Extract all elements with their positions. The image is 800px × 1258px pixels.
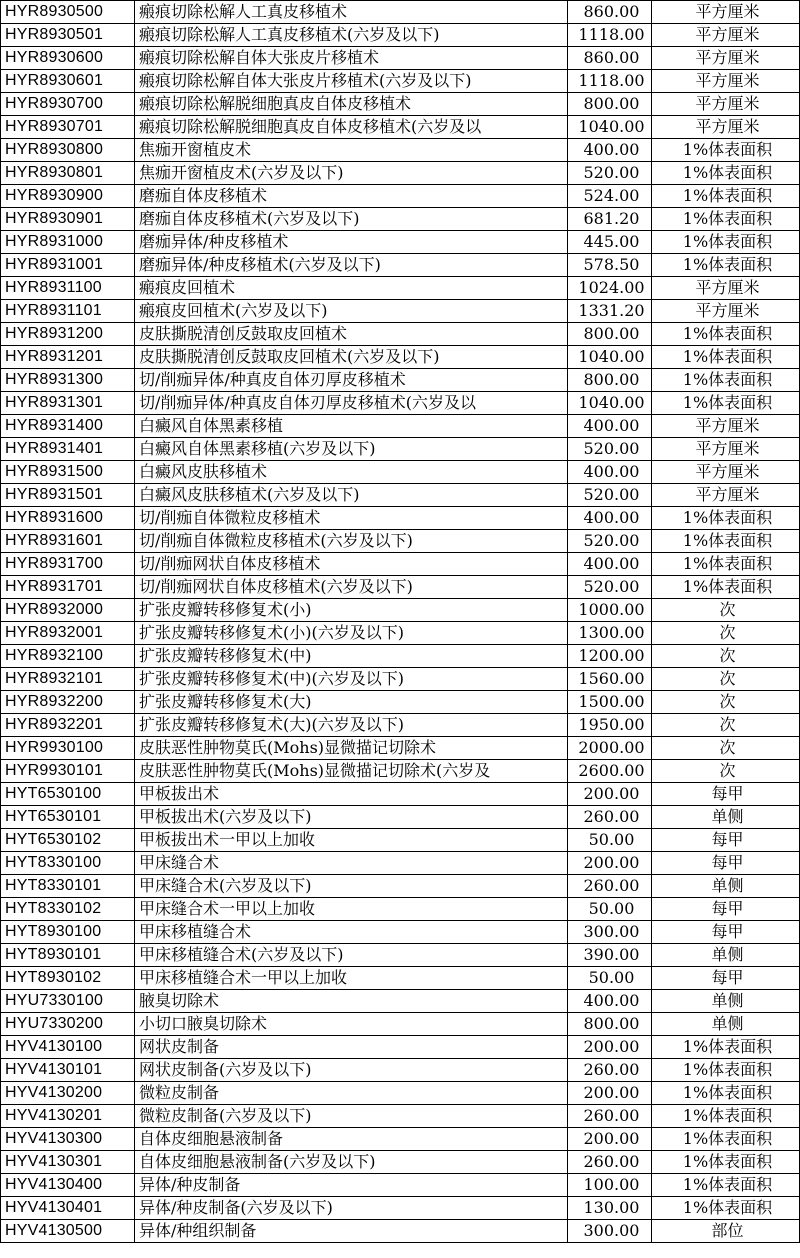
item-unit-cell: 1%体表面积 <box>652 346 800 369</box>
item-code-cell: HYR8931400 <box>1 415 135 438</box>
table-row <box>1 1036 800 1059</box>
item-code-cell: HYR8932100 <box>1 645 135 668</box>
item-unit-cell: 平方厘米 <box>652 47 800 70</box>
item-code-cell: HYR8930800 <box>1 139 135 162</box>
item-price-cell: 50.00 <box>568 967 652 990</box>
item-code-cell: HYR8931100 <box>1 277 135 300</box>
item-name-cell: 扩张皮瓣转移修复术(小)(六岁及以下) <box>135 622 568 645</box>
item-code-cell: HYT8930101 <box>1 944 135 967</box>
item-name-cell: 甲板拔出术 <box>135 783 568 806</box>
item-code-cell: HYR8930501 <box>1 24 135 47</box>
table-row <box>1 415 800 438</box>
table-row <box>1 1151 800 1174</box>
item-price-cell: 200.00 <box>568 1082 652 1105</box>
item-name-cell: 瘢痕皮回植术(六岁及以下) <box>135 300 568 323</box>
item-code-cell: HYR8930900 <box>1 185 135 208</box>
item-price-cell: 800.00 <box>568 369 652 392</box>
item-unit-cell: 1%体表面积 <box>652 576 800 599</box>
item-unit-cell: 平方厘米 <box>652 116 800 139</box>
item-name-cell: 切/削痂自体微粒皮移植术 <box>135 507 568 530</box>
item-unit-cell: 次 <box>652 760 800 783</box>
item-unit-cell: 1%体表面积 <box>652 1197 800 1220</box>
table-row <box>1 1 800 24</box>
item-name-cell: 白癜风皮肤移植术(六岁及以下) <box>135 484 568 507</box>
item-code-cell: HYV4130301 <box>1 1151 135 1174</box>
item-unit-cell: 平方厘米 <box>652 300 800 323</box>
item-name-cell: 瘢痕切除松解人工真皮移植术 <box>135 1 568 24</box>
item-name-cell: 甲板拔出术(六岁及以下) <box>135 806 568 829</box>
item-price-cell: 1040.00 <box>568 116 652 139</box>
item-code-cell: HYR8930601 <box>1 70 135 93</box>
table-row <box>1 737 800 760</box>
item-name-cell: 白癜风自体黑素移植 <box>135 415 568 438</box>
item-price-cell: 800.00 <box>568 323 652 346</box>
item-name-cell: 自体皮细胞悬液制备 <box>135 1128 568 1151</box>
item-unit-cell: 平方厘米 <box>652 484 800 507</box>
item-code-cell: HYR8931401 <box>1 438 135 461</box>
table-row <box>1 70 800 93</box>
item-code-cell: HYT8930102 <box>1 967 135 990</box>
item-name-cell: 腋臭切除术 <box>135 990 568 1013</box>
item-code-cell: HYR8932101 <box>1 668 135 691</box>
table-row <box>1 277 800 300</box>
item-code-cell: HYR8932200 <box>1 691 135 714</box>
item-unit-cell: 单侧 <box>652 990 800 1013</box>
item-price-cell: 400.00 <box>568 507 652 530</box>
item-price-cell: 260.00 <box>568 875 652 898</box>
table-row <box>1 47 800 70</box>
item-code-cell: HYR8931300 <box>1 369 135 392</box>
table-row <box>1 530 800 553</box>
table-row <box>1 875 800 898</box>
item-unit-cell: 1%体表面积 <box>652 369 800 392</box>
item-unit-cell: 每甲 <box>652 829 800 852</box>
item-unit-cell: 每甲 <box>652 852 800 875</box>
item-code-cell: HYR8931601 <box>1 530 135 553</box>
item-price-cell: 260.00 <box>568 1105 652 1128</box>
table-row <box>1 1013 800 1036</box>
item-name-cell: 甲床移植缝合术 <box>135 921 568 944</box>
item-code-cell: HYR9930100 <box>1 737 135 760</box>
item-name-cell: 瘢痕切除松解自体大张皮片移植术(六岁及以下) <box>135 70 568 93</box>
table-row <box>1 714 800 737</box>
item-unit-cell: 1%体表面积 <box>652 1151 800 1174</box>
item-code-cell: HYR8931701 <box>1 576 135 599</box>
item-code-cell: HYR8931000 <box>1 231 135 254</box>
item-price-cell: 200.00 <box>568 1036 652 1059</box>
item-code-cell: HYR8931600 <box>1 507 135 530</box>
item-name-cell: 瘢痕切除松解脱细胞真皮自体皮移植术(六岁及以 <box>135 116 568 139</box>
item-price-cell: 200.00 <box>568 852 652 875</box>
table-row <box>1 231 800 254</box>
item-price-cell: 400.00 <box>568 461 652 484</box>
item-name-cell: 瘢痕切除松解自体大张皮片移植术 <box>135 47 568 70</box>
item-name-cell: 白癜风自体黑素移植(六岁及以下) <box>135 438 568 461</box>
table-row <box>1 921 800 944</box>
table-row <box>1 1082 800 1105</box>
table-row <box>1 484 800 507</box>
item-code-cell: HYR8931700 <box>1 553 135 576</box>
table-row <box>1 852 800 875</box>
table-row <box>1 208 800 231</box>
item-price-cell: 1560.00 <box>568 668 652 691</box>
item-code-cell: HYR8931301 <box>1 392 135 415</box>
item-unit-cell: 1%体表面积 <box>652 139 800 162</box>
item-unit-cell: 1%体表面积 <box>652 1082 800 1105</box>
item-price-cell: 260.00 <box>568 806 652 829</box>
item-name-cell: 瘢痕切除松解人工真皮移植术(六岁及以下) <box>135 24 568 47</box>
table-row <box>1 254 800 277</box>
item-price-cell: 520.00 <box>568 438 652 461</box>
item-name-cell: 甲床缝合术一甲以上加收 <box>135 898 568 921</box>
table-row <box>1 898 800 921</box>
item-unit-cell: 每甲 <box>652 898 800 921</box>
item-price-cell: 400.00 <box>568 415 652 438</box>
item-code-cell: HYV4130200 <box>1 1082 135 1105</box>
item-unit-cell: 平方厘米 <box>652 1 800 24</box>
item-price-cell: 130.00 <box>568 1197 652 1220</box>
item-price-cell: 578.50 <box>568 254 652 277</box>
table-row <box>1 944 800 967</box>
item-name-cell: 自体皮细胞悬液制备(六岁及以下) <box>135 1151 568 1174</box>
table-row <box>1 139 800 162</box>
item-price-cell: 1118.00 <box>568 70 652 93</box>
table-row <box>1 576 800 599</box>
item-code-cell: HYT6530102 <box>1 829 135 852</box>
item-price-cell: 260.00 <box>568 1059 652 1082</box>
item-name-cell: 异体/种组织制备 <box>135 1220 568 1243</box>
item-unit-cell: 平方厘米 <box>652 277 800 300</box>
table-row <box>1 369 800 392</box>
item-price-cell: 50.00 <box>568 898 652 921</box>
item-unit-cell: 平方厘米 <box>652 70 800 93</box>
table-row <box>1 346 800 369</box>
item-name-cell: 焦痂开窗植皮术(六岁及以下) <box>135 162 568 185</box>
table-row <box>1 116 800 139</box>
item-price-cell: 2000.00 <box>568 737 652 760</box>
table-row <box>1 829 800 852</box>
item-code-cell: HYV4130500 <box>1 1220 135 1243</box>
table-row <box>1 806 800 829</box>
table-row <box>1 783 800 806</box>
item-name-cell: 甲床移植缝合术(六岁及以下) <box>135 944 568 967</box>
item-name-cell: 微粒皮制备 <box>135 1082 568 1105</box>
item-unit-cell: 次 <box>652 714 800 737</box>
table-row <box>1 645 800 668</box>
item-code-cell: HYR8931500 <box>1 461 135 484</box>
item-name-cell: 小切口腋臭切除术 <box>135 1013 568 1036</box>
item-name-cell: 网状皮制备(六岁及以下) <box>135 1059 568 1082</box>
item-unit-cell: 次 <box>652 622 800 645</box>
item-code-cell: HYR8931200 <box>1 323 135 346</box>
item-name-cell: 皮肤恶性肿物莫氏(Mohs)显微描记切除术 <box>135 737 568 760</box>
table-row <box>1 668 800 691</box>
item-name-cell: 皮肤撕脱清创反鼓取皮回植术 <box>135 323 568 346</box>
item-code-cell: HYR8931501 <box>1 484 135 507</box>
item-price-cell: 520.00 <box>568 530 652 553</box>
table-row <box>1 93 800 116</box>
item-name-cell: 甲床缝合术 <box>135 852 568 875</box>
item-unit-cell: 单侧 <box>652 875 800 898</box>
item-price-cell: 260.00 <box>568 1151 652 1174</box>
table-row <box>1 990 800 1013</box>
item-code-cell: HYR9930101 <box>1 760 135 783</box>
item-unit-cell: 1%体表面积 <box>652 231 800 254</box>
item-code-cell: HYR8931201 <box>1 346 135 369</box>
item-code-cell: HYR8930901 <box>1 208 135 231</box>
item-price-cell: 800.00 <box>568 1013 652 1036</box>
item-unit-cell: 1%体表面积 <box>652 392 800 415</box>
item-price-cell: 100.00 <box>568 1174 652 1197</box>
item-unit-cell: 1%体表面积 <box>652 323 800 346</box>
item-unit-cell: 单侧 <box>652 944 800 967</box>
item-unit-cell: 次 <box>652 737 800 760</box>
table-row <box>1 438 800 461</box>
item-unit-cell: 平方厘米 <box>652 24 800 47</box>
table-row <box>1 622 800 645</box>
table-row <box>1 553 800 576</box>
item-price-cell: 200.00 <box>568 783 652 806</box>
item-name-cell: 甲床缝合术(六岁及以下) <box>135 875 568 898</box>
item-unit-cell: 1%体表面积 <box>652 530 800 553</box>
item-name-cell: 扩张皮瓣转移修复术(中)(六岁及以下) <box>135 668 568 691</box>
item-code-cell: HYT8330102 <box>1 898 135 921</box>
item-price-cell: 1300.00 <box>568 622 652 645</box>
table-row <box>1 967 800 990</box>
item-price-cell: 390.00 <box>568 944 652 967</box>
table-row <box>1 1174 800 1197</box>
item-unit-cell: 1%体表面积 <box>652 1036 800 1059</box>
table-row <box>1 1197 800 1220</box>
item-code-cell: HYT8330101 <box>1 875 135 898</box>
item-code-cell: HYR8931101 <box>1 300 135 323</box>
item-code-cell: HYR8930701 <box>1 116 135 139</box>
item-code-cell: HYT6530100 <box>1 783 135 806</box>
item-unit-cell: 次 <box>652 668 800 691</box>
item-code-cell: HYV4130400 <box>1 1174 135 1197</box>
item-unit-cell: 单侧 <box>652 1013 800 1036</box>
item-name-cell: 扩张皮瓣转移修复术(大)(六岁及以下) <box>135 714 568 737</box>
item-unit-cell: 1%体表面积 <box>652 1059 800 1082</box>
item-name-cell: 甲床移植缝合术一甲以上加收 <box>135 967 568 990</box>
table-row <box>1 185 800 208</box>
item-name-cell: 扩张皮瓣转移修复术(小) <box>135 599 568 622</box>
item-unit-cell: 1%体表面积 <box>652 208 800 231</box>
item-price-cell: 200.00 <box>568 1128 652 1151</box>
item-name-cell: 扩张皮瓣转移修复术(大) <box>135 691 568 714</box>
item-name-cell: 白癜风皮肤移植术 <box>135 461 568 484</box>
table-row <box>1 1105 800 1128</box>
item-price-cell: 800.00 <box>568 93 652 116</box>
item-code-cell: HYR8930801 <box>1 162 135 185</box>
item-unit-cell: 平方厘米 <box>652 438 800 461</box>
table-row <box>1 1220 800 1243</box>
item-code-cell: HYV4130100 <box>1 1036 135 1059</box>
item-name-cell: 磨痂异体/种皮移植术 <box>135 231 568 254</box>
item-code-cell: HYV4130101 <box>1 1059 135 1082</box>
fee-table-body <box>1 1 800 1243</box>
item-name-cell: 瘢痕皮回植术 <box>135 277 568 300</box>
item-name-cell: 切/削痂自体微粒皮移植术(六岁及以下) <box>135 530 568 553</box>
item-price-cell: 1040.00 <box>568 346 652 369</box>
table-row <box>1 323 800 346</box>
item-code-cell: HYR8930600 <box>1 47 135 70</box>
item-unit-cell: 平方厘米 <box>652 461 800 484</box>
item-price-cell: 1950.00 <box>568 714 652 737</box>
item-price-cell: 400.00 <box>568 990 652 1013</box>
table-row <box>1 300 800 323</box>
item-name-cell: 磨痂自体皮移植术(六岁及以下) <box>135 208 568 231</box>
item-unit-cell: 每甲 <box>652 783 800 806</box>
item-unit-cell: 1%体表面积 <box>652 1128 800 1151</box>
item-unit-cell: 1%体表面积 <box>652 162 800 185</box>
table-row <box>1 392 800 415</box>
item-unit-cell: 1%体表面积 <box>652 1174 800 1197</box>
item-name-cell: 切/削痂异体/种真皮自体刃厚皮移植术(六岁及以 <box>135 392 568 415</box>
item-price-cell: 300.00 <box>568 1220 652 1243</box>
item-price-cell: 524.00 <box>568 185 652 208</box>
item-unit-cell: 每甲 <box>652 921 800 944</box>
item-unit-cell: 次 <box>652 645 800 668</box>
item-code-cell: HYR8931001 <box>1 254 135 277</box>
item-price-cell: 860.00 <box>568 1 652 24</box>
item-code-cell: HYT8330100 <box>1 852 135 875</box>
item-unit-cell: 1%体表面积 <box>652 507 800 530</box>
item-price-cell: 860.00 <box>568 47 652 70</box>
item-code-cell: HYU7330200 <box>1 1013 135 1036</box>
item-code-cell: HYR8932201 <box>1 714 135 737</box>
item-price-cell: 400.00 <box>568 553 652 576</box>
item-unit-cell: 1%体表面积 <box>652 553 800 576</box>
item-price-cell: 1500.00 <box>568 691 652 714</box>
item-code-cell: HYR8932001 <box>1 622 135 645</box>
table-row <box>1 599 800 622</box>
item-price-cell: 1200.00 <box>568 645 652 668</box>
item-name-cell: 皮肤撕脱清创反鼓取皮回植术(六岁及以下) <box>135 346 568 369</box>
table-row <box>1 507 800 530</box>
item-price-cell: 520.00 <box>568 576 652 599</box>
item-unit-cell: 次 <box>652 599 800 622</box>
table-row <box>1 162 800 185</box>
item-unit-cell: 1%体表面积 <box>652 1105 800 1128</box>
item-unit-cell: 平方厘米 <box>652 93 800 116</box>
item-name-cell: 切/削痂异体/种真皮自体刃厚皮移植术 <box>135 369 568 392</box>
item-code-cell: HYR8930700 <box>1 93 135 116</box>
item-code-cell: HYV4130300 <box>1 1128 135 1151</box>
item-price-cell: 2600.00 <box>568 760 652 783</box>
item-name-cell: 切/削痂网状自体皮移植术 <box>135 553 568 576</box>
item-price-cell: 1024.00 <box>568 277 652 300</box>
item-name-cell: 磨痂自体皮移植术 <box>135 185 568 208</box>
item-price-cell: 1118.00 <box>568 24 652 47</box>
item-name-cell: 异体/种皮制备 <box>135 1174 568 1197</box>
item-price-cell: 1000.00 <box>568 599 652 622</box>
table-row <box>1 1128 800 1151</box>
item-name-cell: 扩张皮瓣转移修复术(中) <box>135 645 568 668</box>
item-name-cell: 切/削痂网状自体皮移植术(六岁及以下) <box>135 576 568 599</box>
item-unit-cell: 单侧 <box>652 806 800 829</box>
item-price-cell: 50.00 <box>568 829 652 852</box>
item-price-cell: 520.00 <box>568 162 652 185</box>
item-price-cell: 520.00 <box>568 484 652 507</box>
item-code-cell: HYT8930100 <box>1 921 135 944</box>
item-price-cell: 400.00 <box>568 139 652 162</box>
item-name-cell: 瘢痕切除松解脱细胞真皮自体皮移植术 <box>135 93 568 116</box>
item-name-cell: 磨痂异体/种皮移植术(六岁及以下) <box>135 254 568 277</box>
table-row <box>1 461 800 484</box>
item-code-cell: HYV4130201 <box>1 1105 135 1128</box>
item-name-cell: 网状皮制备 <box>135 1036 568 1059</box>
item-name-cell: 微粒皮制备(六岁及以下) <box>135 1105 568 1128</box>
table-row <box>1 691 800 714</box>
item-unit-cell: 平方厘米 <box>652 415 800 438</box>
item-code-cell: HYU7330100 <box>1 990 135 1013</box>
item-unit-cell: 部位 <box>652 1220 800 1243</box>
item-name-cell: 皮肤恶性肿物莫氏(Mohs)显微描记切除术(六岁及 <box>135 760 568 783</box>
table-row <box>1 1059 800 1082</box>
item-code-cell: HYR8930500 <box>1 1 135 24</box>
item-name-cell: 甲板拔出术一甲以上加收 <box>135 829 568 852</box>
table-row <box>1 24 800 47</box>
item-name-cell: 异体/种皮制备(六岁及以下) <box>135 1197 568 1220</box>
item-unit-cell: 1%体表面积 <box>652 254 800 277</box>
item-unit-cell: 每甲 <box>652 967 800 990</box>
item-unit-cell: 次 <box>652 691 800 714</box>
item-unit-cell: 1%体表面积 <box>652 185 800 208</box>
item-price-cell: 445.00 <box>568 231 652 254</box>
item-price-cell: 300.00 <box>568 921 652 944</box>
item-price-cell: 1040.00 <box>568 392 652 415</box>
item-price-cell: 1331.20 <box>568 300 652 323</box>
table-row <box>1 760 800 783</box>
item-code-cell: HYV4130401 <box>1 1197 135 1220</box>
item-code-cell: HYR8932000 <box>1 599 135 622</box>
item-code-cell: HYT6530101 <box>1 806 135 829</box>
item-price-cell: 681.20 <box>568 208 652 231</box>
item-name-cell: 焦痂开窗植皮术 <box>135 139 568 162</box>
